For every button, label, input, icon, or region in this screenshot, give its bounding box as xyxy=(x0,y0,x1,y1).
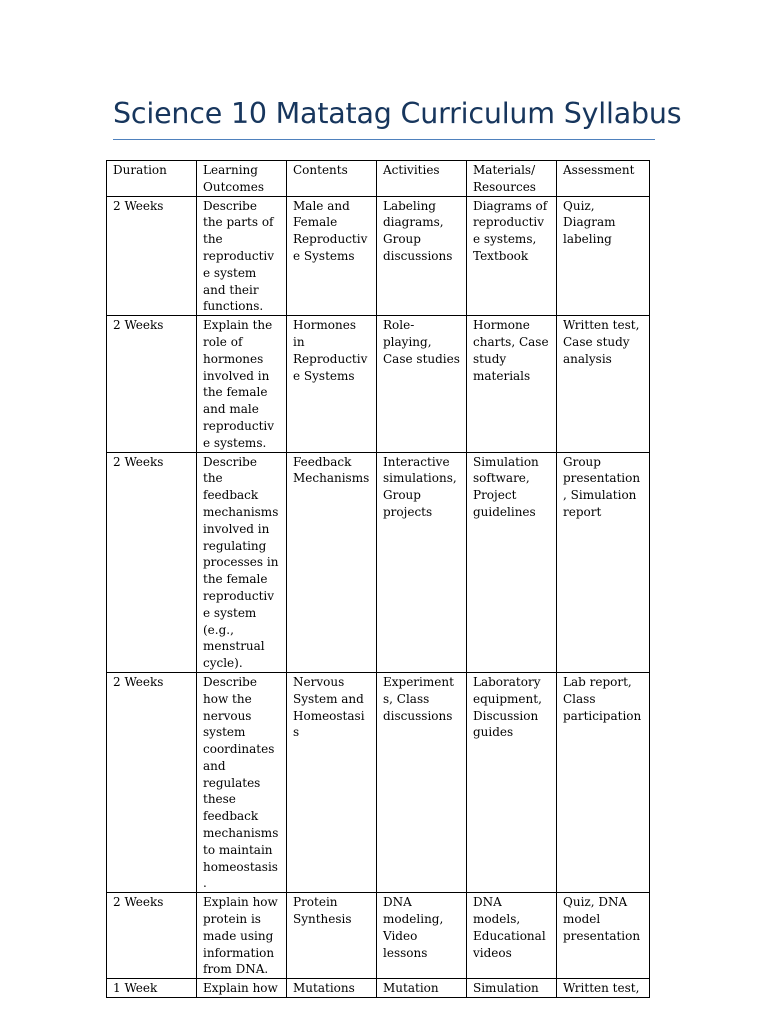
cell-content: Protein Synthesis xyxy=(287,893,377,979)
cell-learning-outcome: Explain how xyxy=(197,979,287,998)
table-row xyxy=(107,672,650,892)
cell-activities: Role-playing, Case studies xyxy=(377,316,467,452)
syllabus-table xyxy=(106,160,650,998)
cell-content: Feedback Mechanisms xyxy=(287,452,377,672)
table-row xyxy=(107,316,650,452)
cell-materials: Simulation xyxy=(467,979,557,998)
cell-duration: 2 Weeks xyxy=(107,893,197,979)
header-materials-resources: Materials/ Resources xyxy=(467,161,557,197)
cell-duration: 2 Weeks xyxy=(107,452,197,672)
page-title: Science 10 Matatag Curriculum Syllabus xyxy=(113,97,682,130)
cell-activities: Interactive simulations, Group projects xyxy=(377,452,467,672)
cell-materials: Hormone charts, Case study materials xyxy=(467,316,557,452)
cell-activities: Labeling diagrams, Group discussions xyxy=(377,196,467,316)
header-duration: Duration xyxy=(107,161,197,197)
header-assessment: Assessment xyxy=(557,161,650,197)
cell-activities: DNA modeling, Video lessons xyxy=(377,893,467,979)
table-row xyxy=(107,196,650,316)
cell-assessment: Group presentation, Simulation report xyxy=(557,452,650,672)
cell-materials: DNA models, Educational videos xyxy=(467,893,557,979)
cell-content: Mutations xyxy=(287,979,377,998)
cell-assessment: Written test, Case study analysis xyxy=(557,316,650,452)
cell-learning-outcome: Explain the role of hormones involved in the female and male reproductive systems. xyxy=(197,316,287,452)
cell-assessment: Quiz, Diagram labeling xyxy=(557,196,650,316)
table-row xyxy=(107,452,650,672)
header-learning-outcomes: Learning Outcomes xyxy=(197,161,287,197)
cell-activities: Mutation xyxy=(377,979,467,998)
cell-duration: 1 Week xyxy=(107,979,197,998)
cell-duration: 2 Weeks xyxy=(107,316,197,452)
cell-learning-outcome: Describe the parts of the reproductive system and their functions. xyxy=(197,196,287,316)
cell-materials: Diagrams of reproductive systems, Textbook xyxy=(467,196,557,316)
cell-duration: 2 Weeks xyxy=(107,672,197,892)
cell-content: Nervous System and Homeostasis xyxy=(287,672,377,892)
table-row xyxy=(107,893,650,979)
cell-content: Hormones in Reproductive Systems xyxy=(287,316,377,452)
table-header-row xyxy=(107,161,650,197)
table-row xyxy=(107,979,650,998)
cell-assessment: Written test, xyxy=(557,979,650,998)
cell-duration: 2 Weeks xyxy=(107,196,197,316)
cell-learning-outcome: Describe how the nervous system coordinates and regulates these feedback mechanisms to maintain homeostasis. xyxy=(197,672,287,892)
header-contents: Contents xyxy=(287,161,377,197)
cell-learning-outcome: Explain how protein is made using information from DNA. xyxy=(197,893,287,979)
cell-materials: Simulation software, Project guidelines xyxy=(467,452,557,672)
cell-assessment: Lab report, Class participation xyxy=(557,672,650,892)
cell-materials: Laboratory equipment, Discussion guides xyxy=(467,672,557,892)
cell-content: Male and Female Reproductive Systems xyxy=(287,196,377,316)
title-divider xyxy=(113,139,655,140)
cell-learning-outcome: Describe the feedback mechanisms involved in regulating processes in the female reproductive system (e.g., menstrual cycle). xyxy=(197,452,287,672)
cell-activities: Experiments, Class discussions xyxy=(377,672,467,892)
header-activities: Activities xyxy=(377,161,467,197)
cell-assessment: Quiz, DNA model presentation xyxy=(557,893,650,979)
